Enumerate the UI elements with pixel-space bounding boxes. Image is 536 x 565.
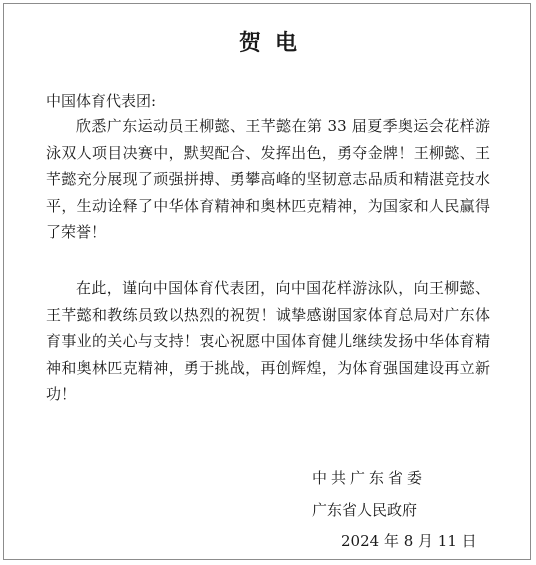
body-paragraph-2: 在此，谨向中国体育代表团，向中国花样游泳队，向王柳懿、王芊懿和教练员致以热烈的祝贺！诚挚感谢国家体育总局对广东体育事业的关心与支持！衷心祝愿中国体育健儿继续发扬中华体育精神和奥林匹克精神，勇于挑战，再创辉煌，为体育强国建设再立新功！ — [46, 279, 490, 403]
signature-provincial-government: 广东省人民政府 — [312, 501, 418, 519]
salutation: 中国体育代表团: — [46, 92, 157, 110]
body-paragraph-1: 欣悉广东运动员王柳懿、王芊懿在第 33 届夏季奥运会花样游泳双人项目决赛中，默契配合、发挥出色，勇夺金牌！王柳懿、王芊懿充分展现了顽强拼搏、勇攀高峰的坚韧意志品质和精湛竞技水平，生动诠释了中华体育精神和奥林匹克精神，为国家和人民赢得了荣誉！ — [46, 117, 490, 241]
signature-party-committee: 中共广东省委 — [312, 469, 427, 487]
document-title: 贺电 — [238, 30, 311, 56]
letter-date: 2024 年 8 月 11 日 — [341, 532, 477, 550]
